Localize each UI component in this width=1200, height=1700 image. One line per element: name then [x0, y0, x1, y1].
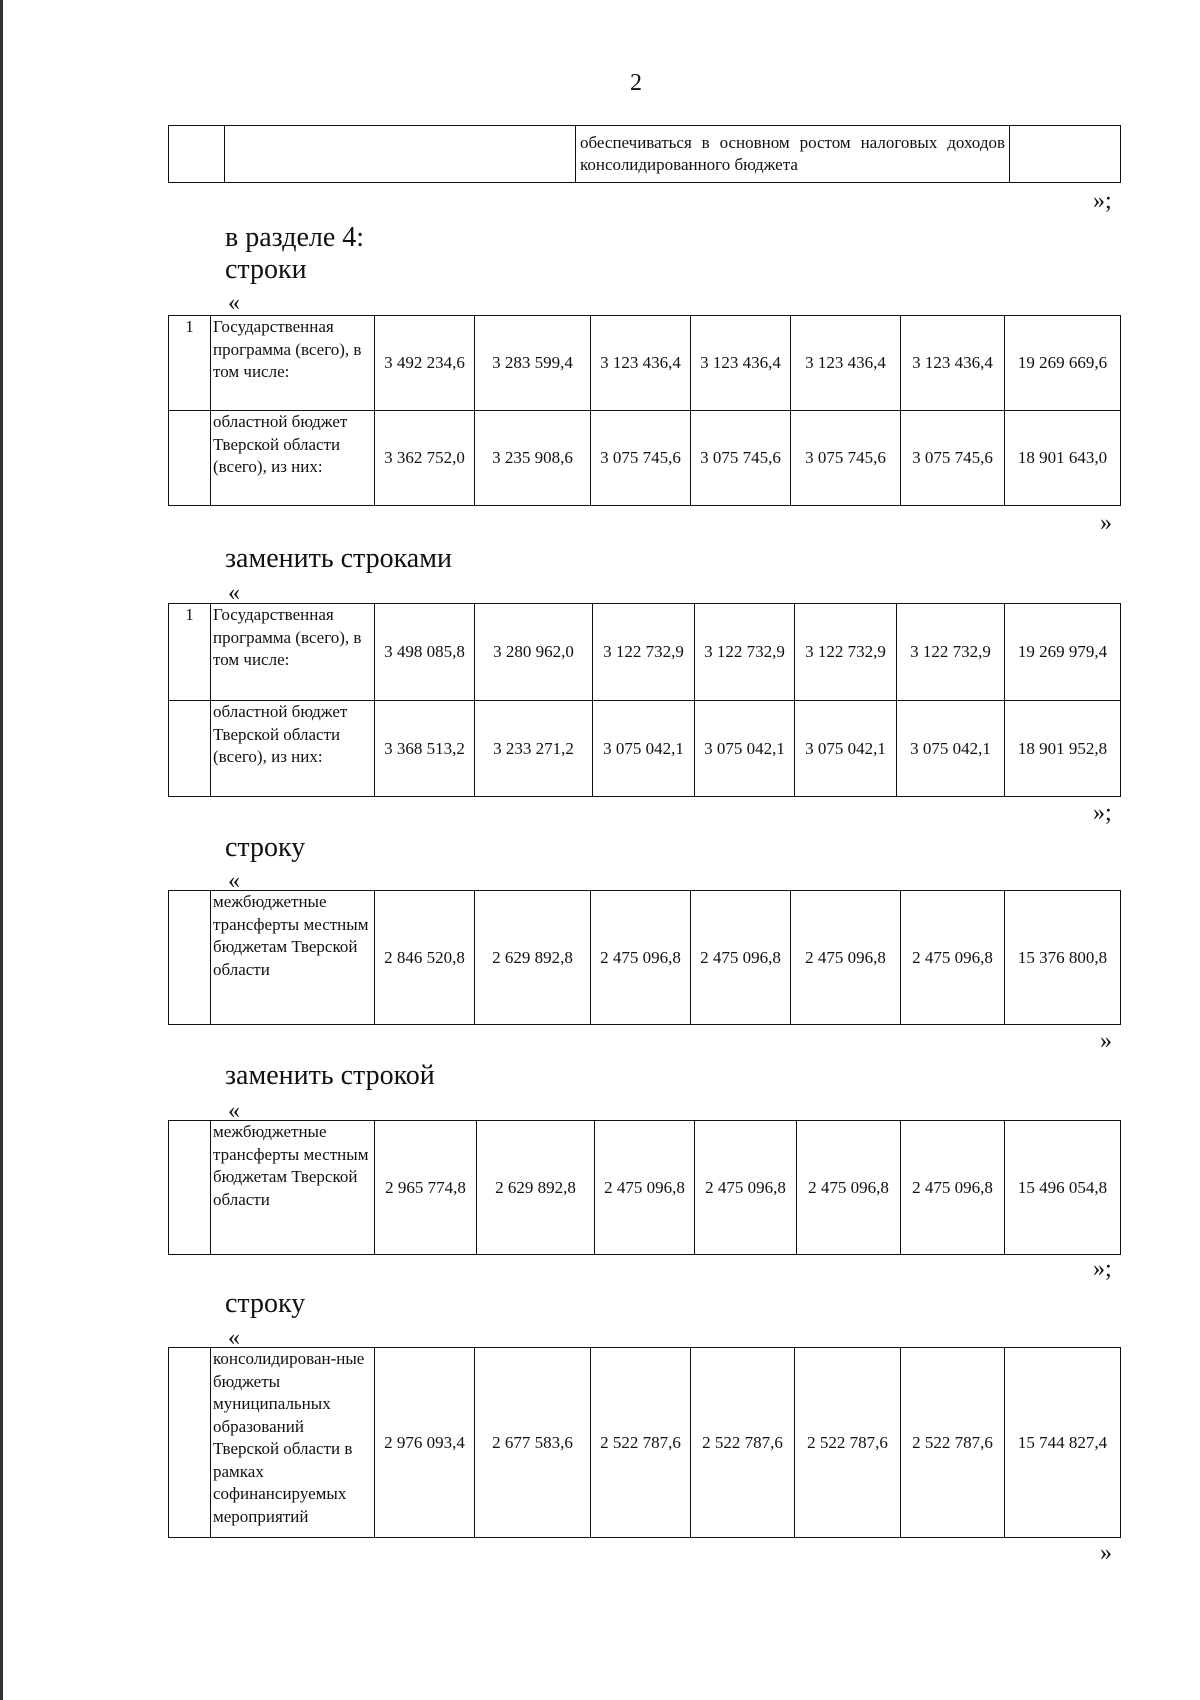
value-cell: 3 368 513,2 — [375, 701, 475, 797]
table-replacement-rows — [168, 603, 1121, 797]
value-cell: 3 075 042,1 — [795, 701, 897, 797]
value-cell: 3 123 436,4 — [791, 316, 901, 411]
value-cell: 18 901 952,8 — [1005, 701, 1121, 797]
closing-quote: »; — [1093, 800, 1112, 826]
page-number: 2 — [630, 70, 642, 96]
value-cell: 3 498 085,8 — [375, 604, 475, 701]
value-cell: 3 075 042,1 — [695, 701, 795, 797]
value-cell: 3 235 908,6 — [475, 411, 591, 506]
closing-quote: » — [1100, 510, 1112, 536]
table-row — [169, 701, 1121, 797]
value-cell: 3 123 436,4 — [901, 316, 1005, 411]
table-row — [169, 1348, 1121, 1538]
table-row — [169, 604, 1121, 701]
row-heading-2: строку — [225, 1288, 306, 1319]
opening-quote: « — [228, 868, 240, 894]
row-index — [169, 411, 211, 506]
opening-quote: « — [228, 290, 240, 316]
value-cell: 2 629 892,8 — [475, 891, 591, 1025]
section-heading: в разделе 4: — [225, 222, 365, 253]
rows-heading: строки — [225, 254, 307, 285]
table-original-consolidated — [168, 1347, 1121, 1538]
value-cell: 2 475 096,8 — [591, 891, 691, 1025]
value-cell: 3 123 436,4 — [691, 316, 791, 411]
value-cell: 2 677 583,6 — [475, 1348, 591, 1538]
row-label: областной бюджет Тверской области (всего), из них: — [211, 701, 375, 797]
value-cell: 2 846 520,8 — [375, 891, 475, 1025]
value-cell: 3 075 042,1 — [897, 701, 1005, 797]
row-heading: строку — [225, 832, 306, 863]
table-row — [169, 1121, 1121, 1255]
table-row — [169, 891, 1121, 1025]
page-edge — [0, 0, 3, 1700]
row-label: консолидирован-ные бюджеты муниципальных образований Тверской области в рамках софинансируемых мероприятий — [211, 1348, 375, 1538]
value-cell: 3 122 732,9 — [593, 604, 695, 701]
row-label: Государственная программа (всего), в том числе: — [211, 316, 375, 411]
table-row — [169, 316, 1121, 411]
opening-quote: « — [228, 580, 240, 606]
opening-quote: « — [228, 1325, 240, 1351]
value-cell: 18 901 643,0 — [1005, 411, 1121, 506]
opening-quote: « — [228, 1098, 240, 1124]
value-cell: 2 475 096,8 — [901, 891, 1005, 1025]
value-cell: 3 075 745,6 — [691, 411, 791, 506]
table-row — [169, 411, 1121, 506]
value-cell: 3 075 745,6 — [791, 411, 901, 506]
row-index — [169, 701, 211, 797]
value-cell: 2 475 096,8 — [691, 891, 791, 1025]
value-cell: 15 496 054,8 — [1005, 1121, 1121, 1255]
value-cell: 3 122 732,9 — [695, 604, 795, 701]
value-cell: 2 475 096,8 — [797, 1121, 901, 1255]
value-cell: 3 122 732,9 — [795, 604, 897, 701]
value-cell: 3 362 752,0 — [375, 411, 475, 506]
value-cell: 2 475 096,8 — [695, 1121, 797, 1255]
table-original-transfers — [168, 890, 1121, 1025]
row-index: 1 — [169, 604, 211, 701]
row-index — [169, 1121, 211, 1255]
replace-rows-heading: заменить строками — [225, 543, 452, 574]
value-cell: 2 522 787,6 — [691, 1348, 795, 1538]
replace-row-heading: заменить строкой — [225, 1060, 435, 1091]
table-cell — [225, 126, 576, 183]
row-index: 1 — [169, 316, 211, 411]
table-cell — [1010, 126, 1121, 183]
row-index — [169, 1348, 211, 1538]
value-cell: 2 629 892,8 — [477, 1121, 595, 1255]
value-cell: 2 475 096,8 — [791, 891, 901, 1025]
value-cell: 19 269 669,6 — [1005, 316, 1121, 411]
table-cell — [169, 126, 225, 183]
table-replacement-transfers — [168, 1120, 1121, 1255]
table-original-rows — [168, 315, 1121, 506]
value-cell: 2 976 093,4 — [375, 1348, 475, 1538]
table-cell-text: обеспечиваться в основном ростом налоговых доходов консолидированного бюджета — [576, 126, 1010, 183]
value-cell: 3 123 436,4 — [591, 316, 691, 411]
value-cell: 2 522 787,6 — [901, 1348, 1005, 1538]
closing-quote: » — [1100, 1540, 1112, 1566]
row-label: Государственная программа (всего), в том числе: — [211, 604, 375, 701]
row-label: межбюджетные трансферты местным бюджетам Тверской области — [211, 1121, 375, 1255]
value-cell: 3 492 234,6 — [375, 316, 475, 411]
value-cell: 3 075 745,6 — [591, 411, 691, 506]
value-cell: 2 475 096,8 — [901, 1121, 1005, 1255]
row-label: областной бюджет Тверской области (всего), из них: — [211, 411, 375, 506]
continuation-table — [168, 125, 1121, 183]
value-cell: 2 522 787,6 — [591, 1348, 691, 1538]
row-index — [169, 891, 211, 1025]
value-cell: 3 233 271,2 — [475, 701, 593, 797]
closing-quote: » — [1100, 1028, 1112, 1054]
value-cell: 3 280 962,0 — [475, 604, 593, 701]
closing-quote: »; — [1093, 1256, 1112, 1282]
value-cell: 19 269 979,4 — [1005, 604, 1121, 701]
value-cell: 3 122 732,9 — [897, 604, 1005, 701]
value-cell: 15 376 800,8 — [1005, 891, 1121, 1025]
value-cell: 2 475 096,8 — [595, 1121, 695, 1255]
value-cell: 3 075 745,6 — [901, 411, 1005, 506]
value-cell: 3 075 042,1 — [593, 701, 695, 797]
value-cell: 2 965 774,8 — [375, 1121, 477, 1255]
row-label: межбюджетные трансферты местным бюджетам Тверской области — [211, 891, 375, 1025]
value-cell: 15 744 827,4 — [1005, 1348, 1121, 1538]
value-cell: 2 522 787,6 — [795, 1348, 901, 1538]
value-cell: 3 283 599,4 — [475, 316, 591, 411]
closing-quote: »; — [1093, 188, 1112, 214]
